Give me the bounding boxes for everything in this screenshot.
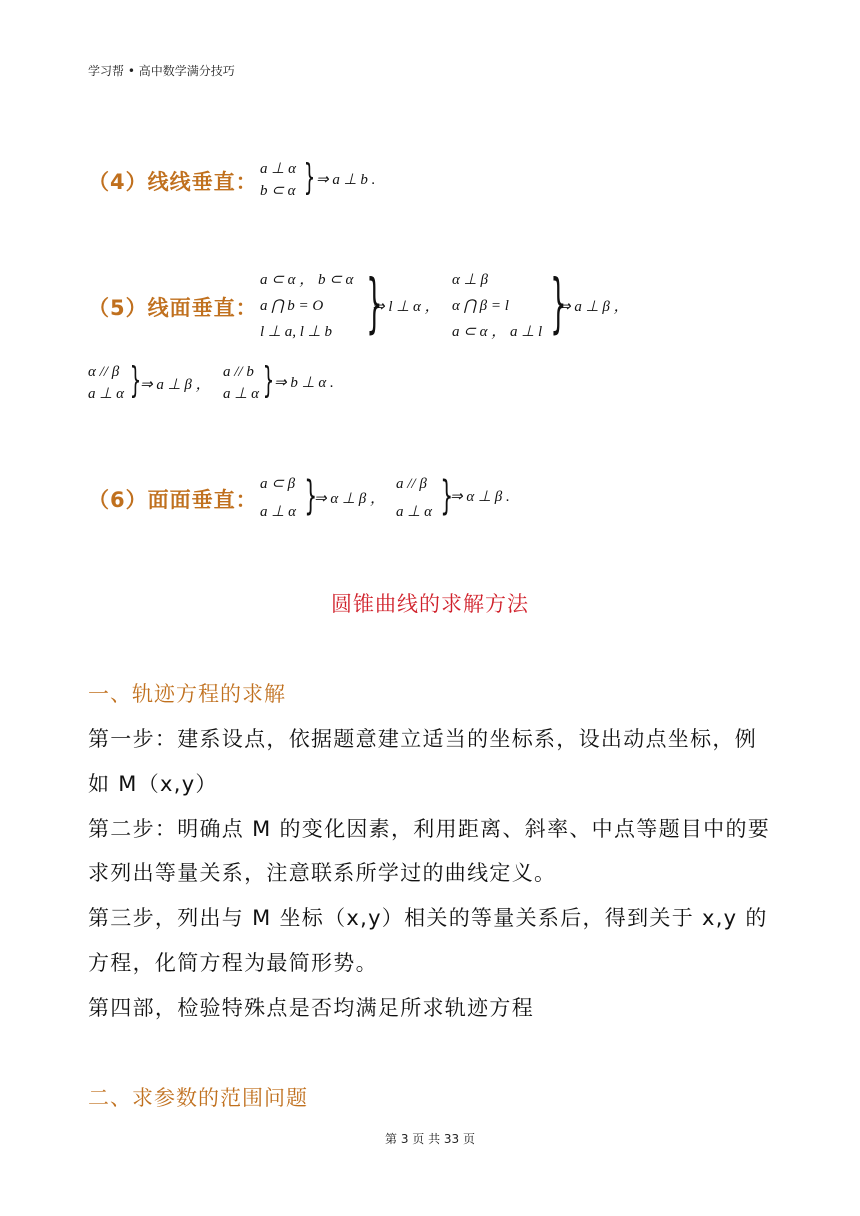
part-1-line: 第二步：明确点 M 的变化因素，利用距离、斜率、中点等题目中的要 [88, 817, 771, 841]
page-header: 学习帮 • 高中数学满分技巧 [88, 64, 235, 78]
section-4-conditions [260, 158, 296, 202]
condition-line: a ⊂ α ， b ⊂ α [260, 272, 354, 288]
right-brace-icon: } [366, 267, 383, 341]
section-5-result-4: ⇒ b ⊥ α . [274, 375, 334, 391]
section-6-group-1 [260, 473, 296, 523]
part-1-line: 求列出等量关系，注意联系所学过的曲线定义。 [88, 861, 557, 885]
condition-line: b ⊂ α [260, 183, 296, 199]
section-5-label: （5）线面垂直： [88, 296, 258, 320]
section-6-label: （6）面面垂直： [88, 488, 258, 512]
section-5-group-4 [223, 361, 259, 405]
right-brace-icon: } [303, 157, 316, 198]
part-1-line: 第一步：建系设点，依据题意建立适当的坐标系，设出动点坐标，例 [88, 727, 757, 751]
part-1-line: 方程，化简方程为最简形势。 [88, 951, 378, 975]
condition-line: a // b [223, 364, 254, 380]
part-1-heading: 一、轨迹方程的求解 [88, 682, 286, 706]
section-4-result: ⇒ a ⊥ b . [316, 172, 376, 188]
part-2-heading: 二、求参数的范围问题 [88, 1086, 308, 1110]
condition-line: l ⊥ a, l ⊥ b [260, 324, 332, 340]
condition-line: a ⊥ α [88, 386, 124, 402]
section-6-result-1: ⇒ α ⊥ β ， [314, 491, 385, 507]
condition-line: a ⊥ α [260, 161, 296, 177]
section-5-result-3: ⇒ a ⊥ β ， [140, 377, 211, 393]
condition-line: a ⋂ b = O [260, 298, 324, 314]
section-6-group-2 [396, 473, 432, 523]
condition-line: α ⋂ β = l [452, 298, 509, 314]
part-1-line: 第三步，列出与 M 坐标（x,y）相关的等量关系后，得到关于 x,y 的 [88, 906, 768, 930]
right-brace-icon: } [440, 473, 454, 519]
section-6-result-2: ⇒ α ⊥ β . [450, 489, 510, 505]
condition-line: a ⊥ α [260, 504, 296, 520]
section-5-group-2 [452, 269, 542, 343]
condition-line: α ⊥ β [452, 272, 488, 288]
right-brace-icon: } [262, 360, 275, 401]
part-1-line: 如 M（x,y） [88, 772, 218, 796]
condition-line: a ⊂ β [260, 476, 296, 492]
condition-line: α // β [88, 364, 120, 380]
condition-line: a ⊥ α [223, 386, 259, 402]
section-5-group-1 [260, 269, 353, 343]
condition-line: a ⊂ α ， a ⊥ l [452, 324, 543, 340]
section-4-label: （4）线线垂直： [88, 170, 258, 194]
right-brace-icon: } [129, 360, 142, 401]
condition-line: a ⊥ α [396, 504, 432, 520]
section-5-result-1: ⇒ l ⊥ α ， [372, 299, 440, 315]
section-5-group-3 [88, 361, 124, 405]
document-title: 圆锥曲线的求解方法 [331, 592, 529, 616]
right-brace-icon: } [550, 267, 567, 341]
section-5-result-2: ⇒ a ⊥ β ， [558, 299, 629, 315]
condition-line: a // β [396, 476, 427, 492]
part-1-line: 第四部，检验特殊点是否均满足所求轨迹方程 [88, 996, 534, 1020]
right-brace-icon: } [304, 473, 318, 519]
page-footer: 第 3 页 共 33 页 [385, 1132, 475, 1146]
